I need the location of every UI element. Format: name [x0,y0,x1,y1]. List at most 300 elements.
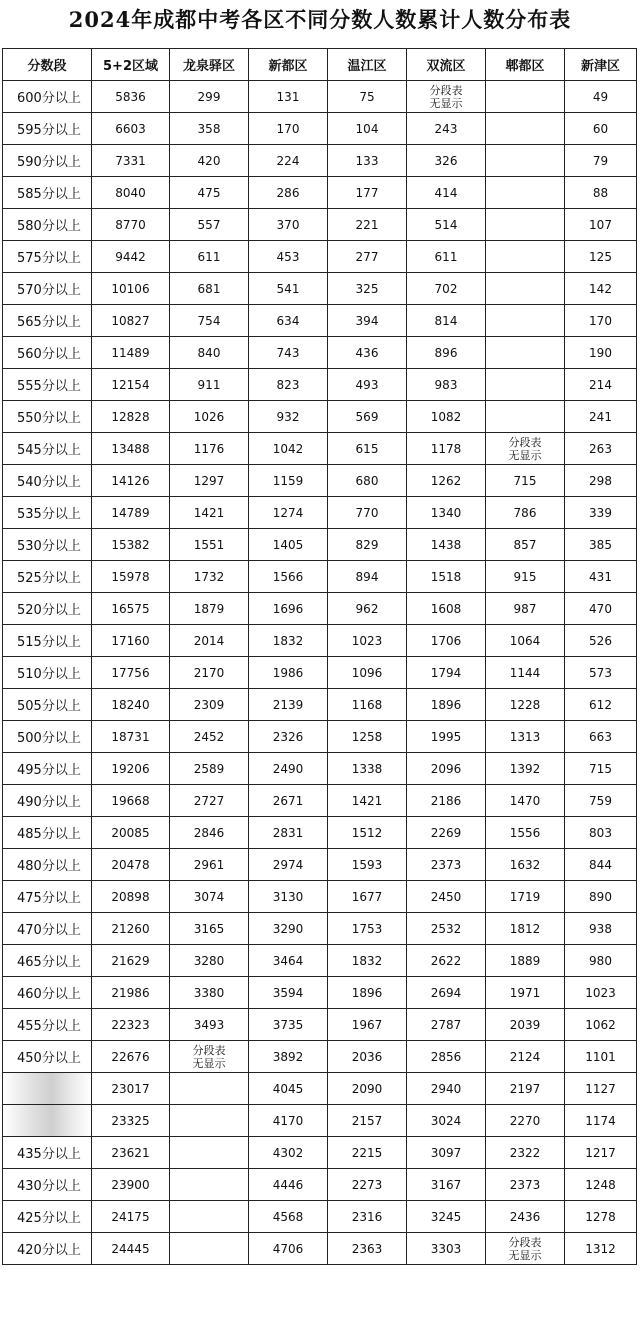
count-cell: 1101 [565,1041,637,1073]
count-cell: 8770 [92,209,170,241]
count-cell: 1082 [407,401,486,433]
count-cell [486,81,565,113]
count-cell: 896 [407,337,486,369]
count-cell [170,1137,249,1169]
count-cell: 2961 [170,849,249,881]
count-cell: 1794 [407,657,486,689]
count-cell: 325 [328,273,407,305]
note-line: 分段表 [192,1043,226,1057]
count-cell: 1168 [328,689,407,721]
count-cell: 1174 [565,1105,637,1137]
count-cell: 3493 [170,1009,249,1041]
count-cell: 754 [170,305,249,337]
score-range-cell: 500分以上 [3,721,92,753]
score-range-cell: 420分以上 [3,1233,92,1265]
count-cell: 573 [565,657,637,689]
count-cell: 1274 [249,497,328,529]
count-cell: 2363 [328,1233,407,1265]
count-cell: 2373 [486,1169,565,1201]
table-row [3,689,637,721]
count-cell: 1248 [565,1169,637,1201]
table-row [3,753,637,785]
table-row [3,945,637,977]
count-cell: 75 [328,81,407,113]
column-header: 新津区 [565,49,637,81]
count-cell: 1178 [407,433,486,465]
count-cell: 358 [170,113,249,145]
table-row [3,657,637,689]
count-cell: 3280 [170,945,249,977]
count-cell: 1470 [486,785,565,817]
score-range-cell: 470分以上 [3,913,92,945]
count-cell: 1176 [170,433,249,465]
score-range-cell: 530分以上 [3,529,92,561]
count-cell: 224 [249,145,328,177]
count-cell: 3735 [249,1009,328,1041]
count-cell: 987 [486,593,565,625]
table-row [3,177,637,209]
count-cell: 1971 [486,977,565,1009]
count-cell: 1812 [486,913,565,945]
count-cell: 2186 [407,785,486,817]
count-cell: 3594 [249,977,328,1009]
count-cell: 18240 [92,689,170,721]
count-cell: 1967 [328,1009,407,1041]
count-cell: 3165 [170,913,249,945]
count-cell: 18731 [92,721,170,753]
count-cell: 49 [565,81,637,113]
count-cell: 2436 [486,1201,565,1233]
column-header: 分数段 [3,49,92,81]
count-cell [170,1073,249,1105]
count-cell: 915 [486,561,565,593]
count-cell: 493 [328,369,407,401]
count-cell: 21986 [92,977,170,1009]
count-cell: 221 [328,209,407,241]
count-cell: 3074 [170,881,249,913]
count-cell: 5836 [92,81,170,113]
no-data-note-cell [486,433,565,465]
count-cell: 1159 [249,465,328,497]
count-cell: 21629 [92,945,170,977]
count-cell: 1879 [170,593,249,625]
count-cell: 3464 [249,945,328,977]
score-distribution-table [2,48,637,1265]
count-cell: 615 [328,433,407,465]
count-cell: 2273 [328,1169,407,1201]
count-cell: 1338 [328,753,407,785]
count-cell: 743 [249,337,328,369]
count-cell: 1832 [249,625,328,657]
column-header: 双流区 [407,49,486,81]
count-cell: 88 [565,177,637,209]
count-cell: 1593 [328,849,407,881]
score-range-cell: 580分以上 [3,209,92,241]
table-row [3,113,637,145]
count-cell: 10106 [92,273,170,305]
count-cell: 241 [565,401,637,433]
count-cell: 2831 [249,817,328,849]
count-cell: 2139 [249,689,328,721]
score-range-cell: 595分以上 [3,113,92,145]
count-cell: 2373 [407,849,486,881]
table-row [3,1009,637,1041]
count-cell: 475 [170,177,249,209]
count-cell: 2856 [407,1041,486,1073]
count-cell: 829 [328,529,407,561]
table-row [3,849,637,881]
column-header: 5+2区域 [92,49,170,81]
count-cell: 3290 [249,913,328,945]
count-cell: 453 [249,241,328,273]
count-cell: 1042 [249,433,328,465]
count-cell: 715 [565,753,637,785]
count-cell: 414 [407,177,486,209]
score-range-cell: 555分以上 [3,369,92,401]
count-cell: 612 [565,689,637,721]
count-cell: 1217 [565,1137,637,1169]
count-cell: 1753 [328,913,407,945]
count-cell: 1512 [328,817,407,849]
count-cell: 1896 [407,689,486,721]
count-cell: 1340 [407,497,486,529]
count-cell: 770 [328,497,407,529]
count-cell: 23621 [92,1137,170,1169]
table-row [3,1233,637,1265]
count-cell: 1696 [249,593,328,625]
count-cell: 1608 [407,593,486,625]
count-cell: 11489 [92,337,170,369]
count-cell: 557 [170,209,249,241]
count-cell: 4045 [249,1073,328,1105]
count-cell: 177 [328,177,407,209]
count-cell: 214 [565,369,637,401]
table-row [3,465,637,497]
table-row [3,433,637,465]
count-cell: 190 [565,337,637,369]
count-cell: 663 [565,721,637,753]
count-cell: 911 [170,369,249,401]
count-cell: 890 [565,881,637,913]
count-cell [486,337,565,369]
count-cell: 2671 [249,785,328,817]
count-cell: 2157 [328,1105,407,1137]
note-line: 无显示 [192,1056,226,1070]
count-cell: 24175 [92,1201,170,1233]
count-cell: 2450 [407,881,486,913]
count-cell: 1096 [328,657,407,689]
table-row [3,273,637,305]
count-cell: 786 [486,497,565,529]
table-row [3,817,637,849]
count-cell: 526 [565,625,637,657]
count-cell: 2090 [328,1073,407,1105]
count-cell: 894 [328,561,407,593]
count-cell: 1023 [328,625,407,657]
count-cell: 436 [328,337,407,369]
count-cell: 938 [565,913,637,945]
score-range-cell: 480分以上 [3,849,92,881]
count-cell: 2974 [249,849,328,881]
count-cell: 2622 [407,945,486,977]
count-cell: 2532 [407,913,486,945]
score-range-cell: 505分以上 [3,689,92,721]
count-cell: 3097 [407,1137,486,1169]
count-cell: 299 [170,81,249,113]
score-range-cell: 600分以上 [3,81,92,113]
count-cell: 2322 [486,1137,565,1169]
table-row [3,1137,637,1169]
count-cell: 2940 [407,1073,486,1105]
count-cell: 23017 [92,1073,170,1105]
score-range-cell: 460分以上 [3,977,92,1009]
count-cell: 8040 [92,177,170,209]
count-cell: 277 [328,241,407,273]
score-range-cell: 540分以上 [3,465,92,497]
count-cell: 1566 [249,561,328,593]
score-range-cell: 485分以上 [3,817,92,849]
count-cell: 4302 [249,1137,328,1169]
count-cell: 1392 [486,753,565,785]
count-cell [486,241,565,273]
table-row [3,977,637,1009]
count-cell: 20898 [92,881,170,913]
count-cell: 470 [565,593,637,625]
score-range-cell [3,1073,92,1105]
count-cell: 1297 [170,465,249,497]
table-row [3,785,637,817]
count-cell [170,1169,249,1201]
note-line: 分段表 [429,83,463,97]
count-cell: 142 [565,273,637,305]
count-cell: 3303 [407,1233,486,1265]
table-row [3,1201,637,1233]
table-row [3,913,637,945]
count-cell: 431 [565,561,637,593]
count-cell: 2170 [170,657,249,689]
count-cell: 1986 [249,657,328,689]
count-cell: 2096 [407,753,486,785]
count-cell: 2270 [486,1105,565,1137]
column-header: 郫都区 [486,49,565,81]
count-cell: 2014 [170,625,249,657]
count-cell: 1632 [486,849,565,881]
score-range-cell: 520分以上 [3,593,92,625]
count-cell: 634 [249,305,328,337]
score-range-cell: 515分以上 [3,625,92,657]
count-cell: 125 [565,241,637,273]
table-row [3,593,637,625]
count-cell: 3892 [249,1041,328,1073]
table-row [3,561,637,593]
count-cell: 1023 [565,977,637,1009]
count-cell: 932 [249,401,328,433]
count-cell: 702 [407,273,486,305]
count-cell: 3245 [407,1201,486,1233]
score-range-cell: 575分以上 [3,241,92,273]
score-range-cell: 510分以上 [3,657,92,689]
note-line: 无显示 [508,448,542,462]
score-range-cell: 430分以上 [3,1169,92,1201]
score-range-cell: 565分以上 [3,305,92,337]
count-cell: 3024 [407,1105,486,1137]
count-cell: 104 [328,113,407,145]
count-cell: 715 [486,465,565,497]
count-cell: 611 [170,241,249,273]
column-header: 温江区 [328,49,407,81]
count-cell: 22676 [92,1041,170,1073]
count-cell: 1062 [565,1009,637,1041]
table-row [3,881,637,913]
column-header: 龙泉驿区 [170,49,249,81]
table-row [3,209,637,241]
count-cell [170,1201,249,1233]
count-cell: 1405 [249,529,328,561]
note-line: 分段表 [508,435,542,449]
count-cell [170,1105,249,1137]
count-cell: 681 [170,273,249,305]
count-cell: 1551 [170,529,249,561]
count-cell: 1312 [565,1233,637,1265]
count-cell [486,369,565,401]
count-cell: 611 [407,241,486,273]
count-cell: 840 [170,337,249,369]
table-row [3,81,637,113]
score-range-cell: 490分以上 [3,785,92,817]
score-range-cell: 560分以上 [3,337,92,369]
table-row [3,1169,637,1201]
table-header-row [3,49,637,81]
count-cell: 2589 [170,753,249,785]
count-cell [486,177,565,209]
count-cell: 394 [328,305,407,337]
count-cell: 14789 [92,497,170,529]
count-cell: 1313 [486,721,565,753]
count-cell: 24445 [92,1233,170,1265]
count-cell: 131 [249,81,328,113]
table-row [3,721,637,753]
count-cell: 9442 [92,241,170,273]
note-line: 无显示 [429,96,463,110]
count-cell: 1258 [328,721,407,753]
count-cell: 286 [249,177,328,209]
table-row [3,529,637,561]
count-cell: 3130 [249,881,328,913]
score-range-cell: 525分以上 [3,561,92,593]
count-cell: 23900 [92,1169,170,1201]
count-cell: 1677 [328,881,407,913]
count-cell: 2269 [407,817,486,849]
table-row [3,369,637,401]
count-cell: 23325 [92,1105,170,1137]
count-cell: 823 [249,369,328,401]
count-cell: 15382 [92,529,170,561]
count-cell: 17756 [92,657,170,689]
no-data-note-cell [486,1233,565,1265]
table-row [3,145,637,177]
count-cell: 803 [565,817,637,849]
score-range-cell: 435分以上 [3,1137,92,1169]
count-cell: 4706 [249,1233,328,1265]
count-cell: 10827 [92,305,170,337]
table-row [3,1073,637,1105]
count-cell: 4568 [249,1201,328,1233]
count-cell: 4446 [249,1169,328,1201]
count-cell: 541 [249,273,328,305]
table-row [3,241,637,273]
count-cell: 170 [249,113,328,145]
no-data-note-cell [407,81,486,113]
count-cell: 21260 [92,913,170,945]
count-cell: 1278 [565,1201,637,1233]
count-cell [486,273,565,305]
count-cell: 1889 [486,945,565,977]
score-range-cell: 455分以上 [3,1009,92,1041]
count-cell: 1995 [407,721,486,753]
count-cell: 243 [407,113,486,145]
count-cell: 2727 [170,785,249,817]
count-cell: 1832 [328,945,407,977]
count-cell: 15978 [92,561,170,593]
count-cell: 1719 [486,881,565,913]
count-cell: 326 [407,145,486,177]
count-cell: 857 [486,529,565,561]
count-cell: 1026 [170,401,249,433]
count-cell: 1421 [328,785,407,817]
count-cell: 19206 [92,753,170,785]
table-row [3,305,637,337]
count-cell: 2694 [407,977,486,1009]
count-cell: 7331 [92,145,170,177]
count-cell: 385 [565,529,637,561]
note-line: 分段表 [508,1235,542,1249]
count-cell: 514 [407,209,486,241]
count-cell: 1732 [170,561,249,593]
count-cell: 107 [565,209,637,241]
count-cell: 12154 [92,369,170,401]
count-cell [486,113,565,145]
count-cell: 2036 [328,1041,407,1073]
count-cell [486,401,565,433]
count-cell: 844 [565,849,637,881]
table-row [3,1105,637,1137]
score-range-cell: 570分以上 [3,273,92,305]
count-cell: 298 [565,465,637,497]
count-cell: 22323 [92,1009,170,1041]
count-cell: 4170 [249,1105,328,1137]
count-cell: 962 [328,593,407,625]
count-cell [486,209,565,241]
count-cell: 2215 [328,1137,407,1169]
count-cell: 1518 [407,561,486,593]
count-cell: 1127 [565,1073,637,1105]
count-cell: 2124 [486,1041,565,1073]
count-cell: 980 [565,945,637,977]
count-cell: 12828 [92,401,170,433]
count-cell: 20478 [92,849,170,881]
score-range-cell: 475分以上 [3,881,92,913]
score-range-cell: 495分以上 [3,753,92,785]
count-cell: 1706 [407,625,486,657]
count-cell: 759 [565,785,637,817]
count-cell [486,145,565,177]
count-cell: 60 [565,113,637,145]
count-cell: 3380 [170,977,249,1009]
count-cell [486,305,565,337]
score-range-cell: 535分以上 [3,497,92,529]
no-data-note-cell [170,1041,249,1073]
count-cell: 983 [407,369,486,401]
